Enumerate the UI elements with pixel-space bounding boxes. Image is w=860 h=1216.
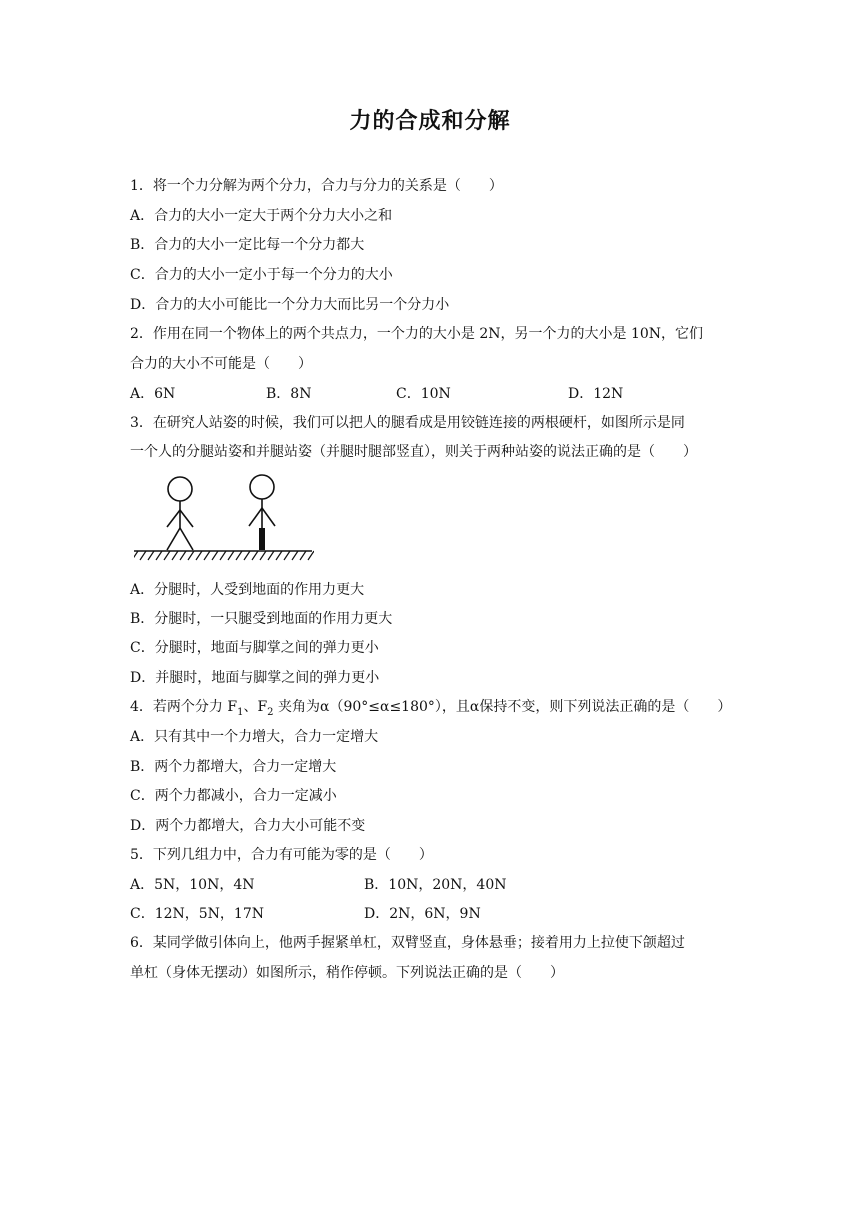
question-3-option-c: C．分腿时，地面与脚掌之间的弹力更小: [130, 640, 379, 656]
question-3-stem-line-1: 3．在研究人站姿的时候，我们可以把人的腿看成是用铰链连接的两根硬杆，如图所示是同: [130, 415, 685, 431]
question-3-option-d: D．并腿时，地面与脚掌之间的弹力更小: [130, 670, 380, 686]
question-3-option-b: B．分腿时，一只腿受到地面的作用力更大: [130, 611, 393, 627]
question-4-option-a: A．只有其中一个力增大，合力一定增大: [130, 729, 379, 745]
question-4-stem-mid: 、F: [243, 699, 268, 715]
question-5-stem: 5．下列几组力中，合力有可能为零的是（ ）: [130, 847, 433, 863]
page-title: 力的合成和分解: [349, 109, 511, 134]
question-4-stem-sub1: 1: [237, 706, 244, 718]
question-4-option-b: B．两个力都增大，合力一定增大: [130, 759, 337, 775]
question-1-option-c: C．合力的大小一定小于每一个分力的大小: [130, 267, 393, 283]
question-1-option-d: D．合力的大小可能比一个分力大而比另一个分力小: [130, 297, 450, 313]
question-1-option-a: A．合力的大小一定大于两个分力大小之和: [130, 208, 393, 224]
question-6-stem-line-2: 单杠（身体无摆动）如图所示，稍作停顿。下列说法正确的是（ ）: [130, 965, 564, 981]
joined-legs-bar: [259, 528, 265, 550]
question-5-option-b: B．10N，20N，40N: [364, 877, 507, 893]
question-2-option-c: C．10N: [396, 386, 451, 402]
question-5-options-row-1: [130, 875, 730, 895]
question-6-stem-line-1: 6．某同学做引体向上，他两手握紧单杠，双臂竖直，身体悬垂；接着用力上拉使下颌超过: [130, 935, 685, 951]
split-leg-stick-figure: [167, 477, 193, 550]
question-5-option-a: A．5N，10N，4N: [130, 877, 255, 893]
question-4-stem: [130, 697, 731, 723]
joined-leg-stick-figure: [249, 475, 275, 528]
question-4-option-c: C．两个力都减小，合力一定减小: [130, 788, 337, 804]
question-1-stem: 1．将一个力分解为两个分力，合力与分力的关系是（ ）: [130, 178, 503, 194]
question-4-stem-before: 4．若两个分力 F: [130, 699, 238, 715]
question-5-options-row-2: [130, 904, 730, 924]
question-2-option-a: A．6N: [130, 386, 176, 402]
question-4-option-d: D．两个力都增大，合力大小可能不变: [130, 818, 366, 834]
question-4-stem-sub2: 2: [267, 706, 274, 718]
question-3-stem-line-2: 一个人的分腿站姿和并腿站姿（并腿时腿部竖直），则关于两种站姿的说法正确的是（ ）: [130, 444, 697, 460]
question-2-option-b: B．8N: [266, 386, 312, 402]
question-5-option-d: D．2N，6N，9N: [364, 906, 481, 922]
question-3-option-a: A．分腿时，人受到地面的作用力更大: [130, 582, 365, 598]
question-2-option-d: D．12N: [568, 386, 624, 402]
question-5-option-c: C．12N，5N，17N: [130, 906, 264, 922]
question-2-stem-line-2: 合力的大小不可能是（ ）: [130, 356, 312, 372]
question-1-option-b: B．合力的大小一定比每一个分力都大: [130, 237, 365, 253]
question-2-stem-line-1: 2．作用在同一个物体上的两个共点力，一个力的大小是 2N，另一个力的大小是 10N，它们: [130, 326, 704, 342]
ground-hatching: [134, 551, 314, 560]
question-2-options: [130, 384, 730, 404]
question-4-stem-after: 夹角为α（90°≤α≤180°），且α保持不变，则下列说法正确的是（ ）: [273, 699, 732, 715]
stance-figure: [134, 472, 314, 568]
